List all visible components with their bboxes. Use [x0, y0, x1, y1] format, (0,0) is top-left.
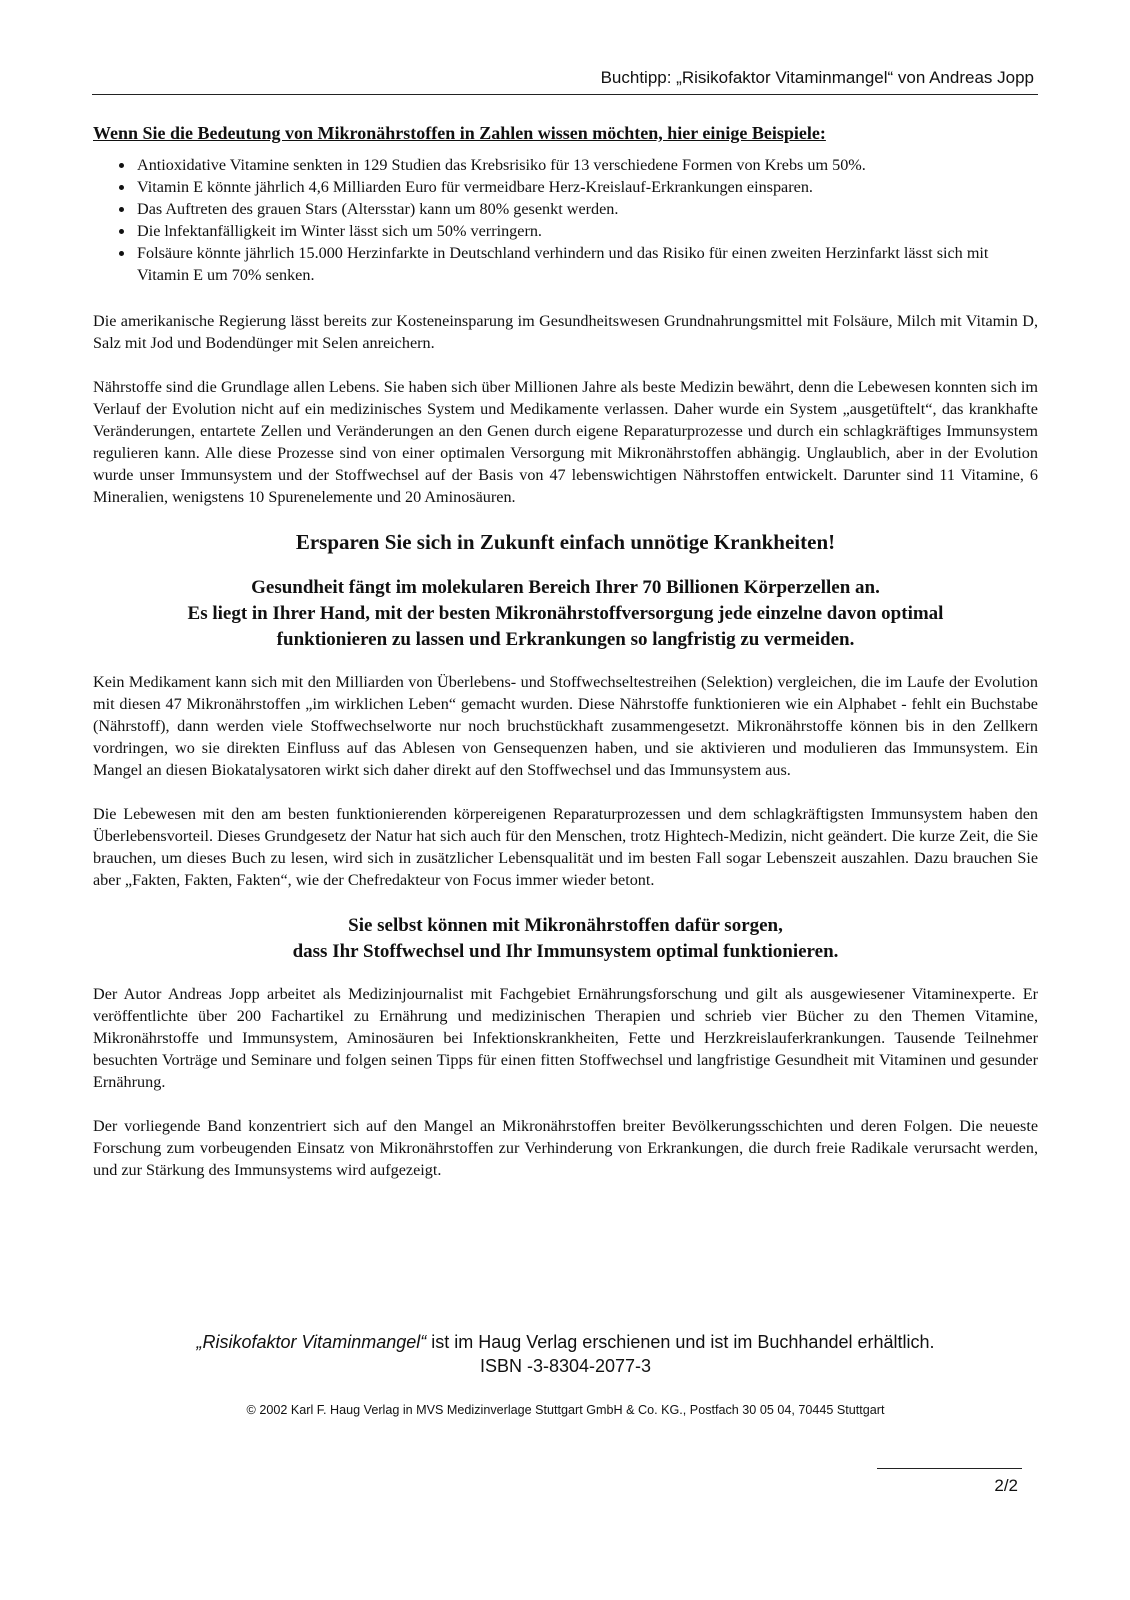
- page-number: 2/2: [994, 1476, 1018, 1495]
- headline-line: funktionieren zu lassen und Erkrankungen so langfristig zu vermeiden.: [276, 629, 855, 650]
- paragraph-book: Der vorliegende Band konzentriert sich auf den Mangel an Mikronährstoffen breiter Bevölkerungsschichten und deren Folgen. Die neueste Forschung zum vorbeugenden Einsatz von Mikronährstoffen zur Verhinderung von Erkrankungen, die durch freie Radikale verursacht werden, und zur Stärkung des Immunsystems wird aufgezeigt.: [93, 1117, 1038, 1179]
- headline-line: dass Ihr Stoffwechsel und Ihr Immunsystem optimal funktionieren.: [292, 941, 839, 962]
- availability-line: [93, 1330, 1038, 1354]
- paragraph-regulation: Die amerikanische Regierung lässt bereits zur Kosteneinsparung im Gesundheitswesen Grundnahrungsmittel mit Folsäure, Milch mit Vitamin D, Salz mit Jod und Bodendünger mit Selen anreichern.: [93, 312, 1038, 352]
- list-item: • Antioxidative Vitamine senkten in 129 Studien das Krebsrisiko für 13 verschiedene Formen von Krebs um 50%.: [135, 154, 1038, 176]
- headline-line: Es liegt in Ihrer Hand, mit der besten Mikronährstoffversorgung jede einzelne davon optimal: [187, 603, 944, 624]
- list-item: • Die lnfektanfälligkeit im Winter lässt sich um 50% verringern.: [135, 220, 1038, 242]
- footer-divider: [877, 1468, 1022, 1469]
- list-item: • Folsäure könnte jährlich 15.000 Herzinfarkte in Deutschland verhindern und das Risiko für einen zweiten Herzinfarkt lässt sich mit Vitamin E um 70% senken.: [135, 242, 1038, 286]
- paragraph-nutrients: Nährstoffe sind die Grundlage allen Lebens. Sie haben sich über Millionen Jahre als beste Medizin bewährt, denn die Lebewesen konnten sich im Verlauf der Evolution nicht auf ein medizinisches System und Medikamente verlassen. Daher wurde ein System „ausgetüftelt“, das krankhafte Veränderungen, entartete Zellen und Veränderungen an den Genen durch eigene Reparaturprozesse und durch ein schlagkräftiges Immunsystem regulieren kann. Alle diese Prozesse sind von einer optimalen Versorgung mit Mikronährstoffen abhängig. Unglaublich, aber in der Evolution wurde unser Immunsystem und der Stoffwechsel auf der Basis von 47 lebenswichtigen Nährstoffen entwickelt. Darunter sind 11 Vitamine, 6 Mineralien, wenigstens 10 Spurenelemente und 20 Aminosäuren.: [93, 378, 1038, 506]
- book-title: „Risikofaktor Vitaminmangel“: [196, 1332, 427, 1352]
- facts-list: [93, 154, 1038, 286]
- headline-line: Sie selbst können mit Mikronährstoffen dafür sorgen,: [348, 915, 783, 936]
- headline-metabolism: [93, 913, 1038, 965]
- publisher-note: [93, 1330, 1038, 1378]
- headline-avoid-disease: Ersparen Sie sich in Zukunft einfach unnötige Krankheiten!: [295, 530, 836, 554]
- availability-text: ist im Haug Verlag erschienen und ist im Buchhandel erhältlich.: [426, 1332, 935, 1352]
- page-header: [92, 64, 1038, 95]
- paragraph-author: Der Autor Andreas Jopp arbeitet als Medizinjournalist mit Fachgebiet Ernährungsforschung und gilt als ausgewiesener Vitaminexperte. Er veröffentlichte über 200 Fachartikel zu Ernährung und medizinischen Therapien und schrieb vier Bücher zu den Themen Vitamine, Mikronährstoffe und Immunsystem, Aminosäuren bei Infektionskrankheiten, Fette und Herzkreislauferkrankungen. Tausende Teilnehmer besuchten Vorträge und Seminare und folgen seinen Tipps für einen fitten Stoffwechsel und langfristige Gesundheit mit Vitaminen und gesunder Ernährung.: [93, 985, 1038, 1091]
- paragraph-survival: Die Lebewesen mit den am besten funktionierenden körpereigenen Reparaturprozessen und dem schlagkräftigsten Immunsystem haben den Überlebensvorteil. Dieses Grundgesetz der Natur hat sich auch für den Menschen, trotz Hightech-Medizin, nicht geändert. Die kurze Zeit, die Sie brauchen, um dieses Buch zu lesen, wird sich in zusätzlicher Lebensqualität und im besten Fall sogar Lebenszeit auszahlen. Dazu brauchen Sie aber „Fakten, Fakten, Fakten“, wie der Chefredakteur von Focus immer wieder betont.: [93, 805, 1038, 889]
- page-content: [93, 123, 1038, 1203]
- intro-heading: Wenn Sie die Bedeutung von Mikronährstoffen in Zahlen wissen möchten, hier einige Beispiele:: [93, 123, 826, 143]
- copyright-line: © 2002 Karl F. Haug Verlag in MVS Medizinverlage Stuttgart GmbH & Co. KG., Postfach 30 05 04, 70445 Stuttgart: [246, 1403, 885, 1417]
- paragraph-medication: Kein Medikament kann sich mit den Milliarden von Überlebens- und Stoffwechseltestreihen (Selektion) vergleichen, die im Laufe der Evolution mit diesen 47 Mikronährstoffen „im wirklichen Leben“ gemacht wurden. Diese Nährstoffe funktionieren wie ein Alphabet - fehlt ein Buchstabe (Nährstoff), dann werden viele Stoffwechselworte nur noch bruchstückhaft zusammengesetzt. Mikronährstoffe können bis in den Zellkern vordringen, wo sie direkten Einfluss auf das Ablesen von Gensequenzen haben, und sie aktivieren und modulieren das Immunsystem. Ein Mangel an diesen Biokatalysatoren wirkt sich daher direkt auf den Stoffwechsel und das Immunsystem aus.: [93, 673, 1038, 779]
- list-item: • Vitamin E könnte jährlich 4,6 Milliarden Euro für vermeidbare Herz-Kreislauf-Erkrankungen einsparen.: [135, 176, 1038, 198]
- headline-line: Gesundheit fängt im molekularen Bereich Ihrer 70 Billionen Körperzellen an.: [251, 577, 880, 598]
- list-item: • Das Auftreten des grauen Stars (Altersstar) kann um 80% gesenkt werden.: [135, 198, 1038, 220]
- isbn: ISBN -3-8304-2077-3: [479, 1356, 652, 1376]
- headline-cells: [93, 575, 1038, 653]
- header-title: Buchtipp: „Risikofaktor Vitaminmangel“ von Andreas Jopp: [600, 68, 1034, 87]
